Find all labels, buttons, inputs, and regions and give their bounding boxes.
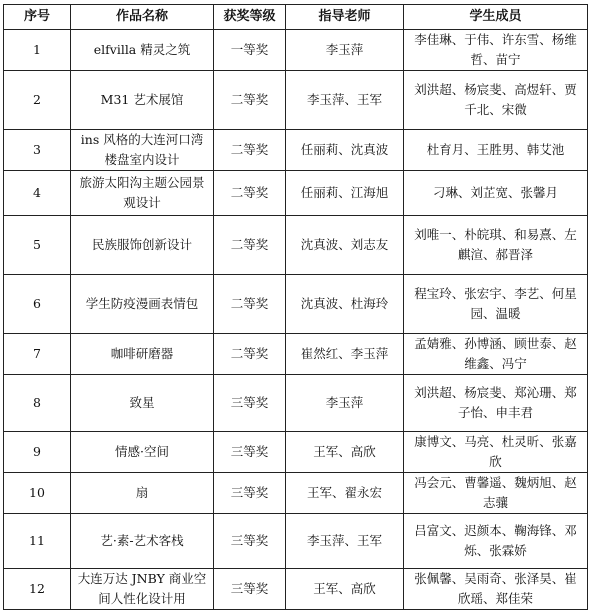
cell-no: 4: [4, 171, 71, 216]
cell-students: 康博文、马亮、杜灵昕、张嘉欣: [404, 432, 588, 473]
table-header: [4, 5, 588, 30]
header-row: [4, 5, 588, 30]
cell-no: 7: [4, 334, 71, 375]
cell-students: 杜育月、王胜男、韩艾池: [404, 130, 588, 171]
cell-title: elfvilla 精灵之筑: [71, 30, 214, 71]
cell-award: 一等奖: [214, 30, 286, 71]
cell-teacher: 沈真波、刘志友: [286, 216, 404, 275]
cell-teacher: 李玉萍: [286, 30, 404, 71]
cell-teacher: 任丽莉、沈真波: [286, 130, 404, 171]
table-row: [4, 130, 588, 171]
header-no: 序号: [4, 5, 71, 30]
cell-no: 11: [4, 514, 71, 569]
cell-no: 1: [4, 30, 71, 71]
cell-no: 3: [4, 130, 71, 171]
table-body: [4, 30, 588, 610]
cell-title: 民族服饰创新设计: [71, 216, 214, 275]
cell-title: 大连万达 JNBY 商业空间人性化设计用: [71, 569, 214, 610]
table-row: [4, 569, 588, 610]
cell-no: 12: [4, 569, 71, 610]
cell-award: 三等奖: [214, 569, 286, 610]
table-row: [4, 473, 588, 514]
cell-students: 吕富文、迟颜本、鞠海锋、邓烁、张霖娇: [404, 514, 588, 569]
cell-students: 刘唯一、朴皖琪、和易熹、左麒渲、郝晋泽: [404, 216, 588, 275]
cell-title: 致星: [71, 375, 214, 432]
table-row: [4, 71, 588, 130]
cell-award: 二等奖: [214, 216, 286, 275]
cell-teacher: 王军、高欣: [286, 432, 404, 473]
cell-teacher: 崔然红、李玉萍: [286, 334, 404, 375]
cell-award: 三等奖: [214, 514, 286, 569]
cell-no: 6: [4, 275, 71, 334]
cell-title: 旅游太阳沟主题公园景观设计: [71, 171, 214, 216]
cell-title: 咖啡研磨器: [71, 334, 214, 375]
cell-teacher: 李玉萍、王军: [286, 71, 404, 130]
cell-award: 二等奖: [214, 130, 286, 171]
table-row: [4, 334, 588, 375]
cell-students: 程宝玲、张宏宇、李艺、何星园、温暖: [404, 275, 588, 334]
cell-title: 学生防疫漫画表情包: [71, 275, 214, 334]
cell-award: 二等奖: [214, 275, 286, 334]
cell-students: 孟婧雅、孙博涵、顾世泰、赵维鑫、冯宁: [404, 334, 588, 375]
cell-award: 二等奖: [214, 71, 286, 130]
table-row: [4, 514, 588, 569]
cell-no: 5: [4, 216, 71, 275]
cell-award: 二等奖: [214, 171, 286, 216]
header-award: 获奖等级: [214, 5, 286, 30]
table-row: [4, 30, 588, 71]
cell-students: 冯会元、曹馨遥、魏炳旭、赵志骧: [404, 473, 588, 514]
table-row: [4, 216, 588, 275]
cell-no: 10: [4, 473, 71, 514]
cell-award: 三等奖: [214, 375, 286, 432]
cell-no: 9: [4, 432, 71, 473]
cell-award: 三等奖: [214, 432, 286, 473]
cell-students: 刁琳、刘芷宽、张馨月: [404, 171, 588, 216]
cell-students: 刘洪超、杨宸斐、郑沁珊、郑子怡、申丰君: [404, 375, 588, 432]
header-students: 学生成员: [404, 5, 588, 30]
cell-title: 扇: [71, 473, 214, 514]
cell-teacher: 李玉萍: [286, 375, 404, 432]
table-row: [4, 171, 588, 216]
cell-teacher: 李玉萍、王军: [286, 514, 404, 569]
header-title: 作品名称: [71, 5, 214, 30]
table-row: [4, 275, 588, 334]
header-teacher: 指导老师: [286, 5, 404, 30]
cell-no: 2: [4, 71, 71, 130]
cell-title: M31 艺术展馆: [71, 71, 214, 130]
cell-title: 艺·素-艺术客栈: [71, 514, 214, 569]
awards-table: [3, 4, 588, 610]
cell-students: 李佳琳、于伟、许东雪、杨维哲、苗宁: [404, 30, 588, 71]
cell-award: 二等奖: [214, 334, 286, 375]
cell-teacher: 王军、翟永宏: [286, 473, 404, 514]
cell-teacher: 王军、高欣: [286, 569, 404, 610]
cell-no: 8: [4, 375, 71, 432]
table-row: [4, 432, 588, 473]
table-row: [4, 375, 588, 432]
cell-students: 刘洪超、杨宸斐、高煜轩、贾千北、宋微: [404, 71, 588, 130]
cell-title: ins 风格的大连河口湾楼盘室内设计: [71, 130, 214, 171]
cell-students: 张佩馨、吴雨奇、张泽昊、崔欣瑶、郑佳荣: [404, 569, 588, 610]
cell-award: 三等奖: [214, 473, 286, 514]
cell-title: 情感·空间: [71, 432, 214, 473]
cell-teacher: 沈真波、杜海玲: [286, 275, 404, 334]
cell-teacher: 任丽莉、江海旭: [286, 171, 404, 216]
